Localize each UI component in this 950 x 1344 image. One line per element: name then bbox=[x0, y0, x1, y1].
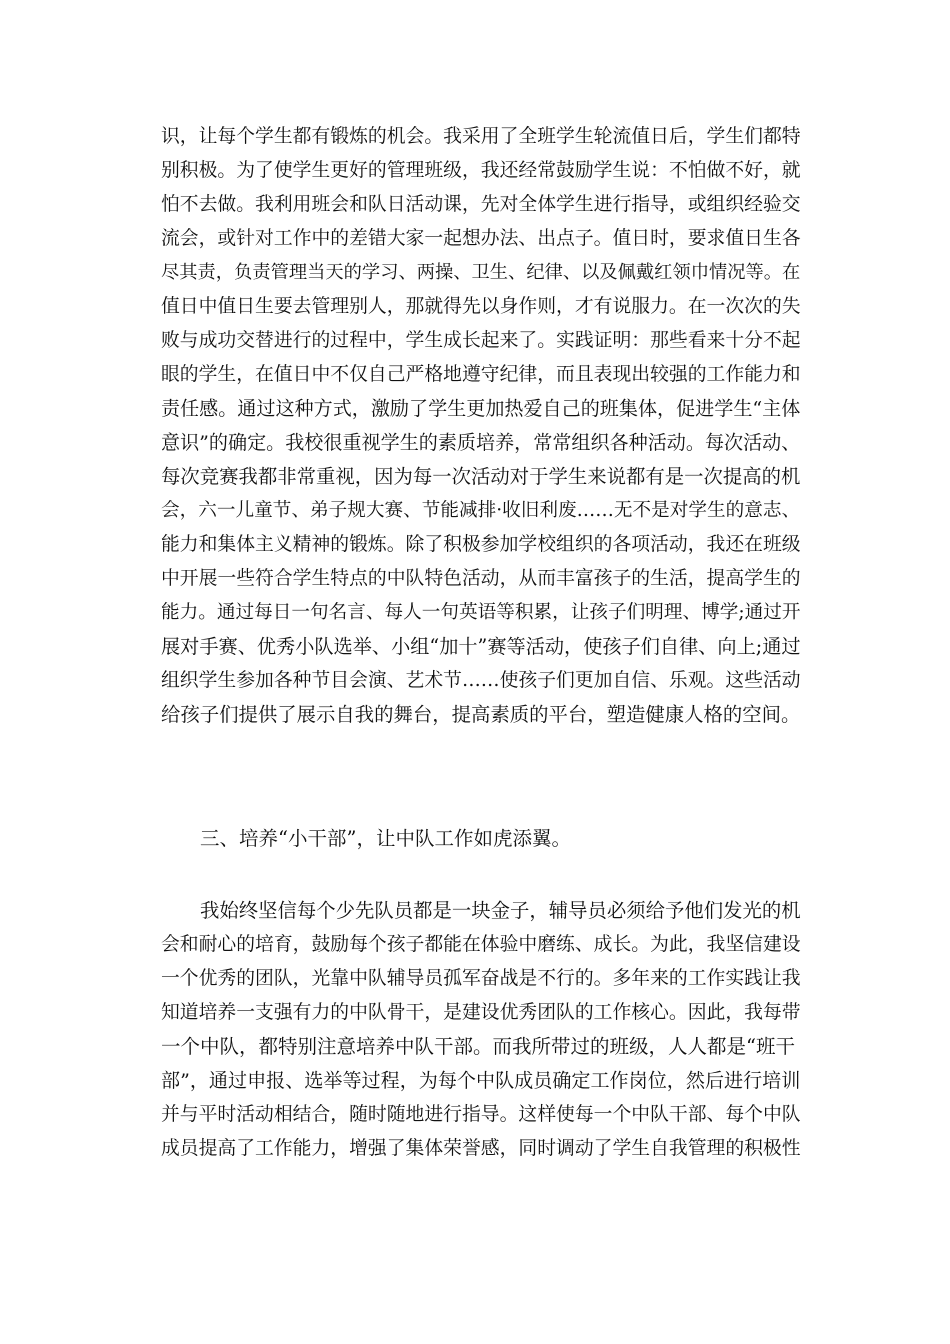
text-line: 一个中队，都特别注意培养中队干部。而我所带过的班级，人人都是“班干 bbox=[161, 1035, 795, 1058]
text-line: 给孩子们提供了展示自我的舞台，提高素质的平台，塑造健康人格的空间。 bbox=[161, 703, 801, 726]
section-heading bbox=[161, 822, 801, 856]
text-line: 一个优秀的团队，光靠中队辅导员孤军奋战是不行的。多年来的工作实践让我 bbox=[161, 968, 801, 989]
text-line: 责任感。通过这种方式，激励了学生更加热爱自己的班集体，促进学生“主体 bbox=[161, 397, 801, 420]
text-line: 展对手赛、优秀小队选举、小组“加十”赛等活动，使孩子们自律、向上;通过 bbox=[161, 635, 801, 658]
text-line: 能力。通过每日一句名言、每人一句英语等积累，让孩子们明理、博学;通过开 bbox=[161, 602, 801, 623]
paragraph-cadres bbox=[161, 894, 801, 1166]
text-line: 意识”的确定。我校很重视学生的素质培养，常常组织各种活动。每次活动、 bbox=[161, 431, 801, 454]
paragraph-activities bbox=[161, 120, 801, 732]
text-line: 会和耐心的培育，鼓励每个孩子都能在体验中磨练、成长。为此，我坚信建设 bbox=[161, 934, 801, 955]
text-line: 并与平时活动相结合，随时随地进行指导。这样使每一个中队干部、每个中队 bbox=[161, 1104, 801, 1125]
text-line: 尽其责，负责管理当天的学习、两操、卫生、纪律、以及佩戴红领巾情况等。在 bbox=[161, 262, 801, 283]
heading-text: 三、培养“小干部”，让中队工作如虎添翼。 bbox=[200, 827, 571, 850]
text-line: 会，六一儿童节、弟子规大赛、节能减排·收旧利废……无不是对学生的意志、 bbox=[161, 500, 801, 521]
text-line: 眼的学生，在值日中不仅自己严格地遵守纪律，而且表现出较强的工作能力和 bbox=[161, 364, 801, 385]
text-line: 我始终坚信每个少先队员都是一块金子，辅导员必须给予他们发光的机 bbox=[200, 899, 801, 922]
text-line: 识，让每个学生都有锻炼的机会。我采用了全班学生轮流值日后，学生们都特 bbox=[161, 126, 801, 147]
text-line: 部”，通过申报、选举等过程，为每个中队成员确定工作岗位，然后进行培训 bbox=[161, 1069, 801, 1092]
text-line: 值日中值日生要去管理别人，那就得先以身作则，才有说服力。在一次次的失 bbox=[161, 296, 801, 317]
text-line: 每次竞赛我都非常重视，因为每一次活动对于学生来说都有是一次提高的机 bbox=[161, 465, 801, 488]
text-line: 败与成功交替进行的过程中，学生成长起来了。实践证明：那些看来十分不起 bbox=[161, 330, 801, 351]
text-line: 成员提高了工作能力，增强了集体荣誉感，同时调动了学生自我管理的积极性 bbox=[161, 1138, 801, 1159]
text-line: 能力和集体主义精神的锻炼。除了积极参加学校组织的各项活动，我还在班级 bbox=[161, 534, 801, 555]
text-line: 中开展一些符合学生特点的中队特色活动，从而丰富孩子的生活，提高学生的 bbox=[161, 568, 801, 589]
text-line: 流会，或针对工作中的差错大家一起想办法、出点子。值日时，要求值日生各 bbox=[161, 228, 801, 249]
text-line: 组织学生参加各种节目会演、艺术节……使孩子们更加自信、乐观。这些活动 bbox=[161, 670, 801, 691]
text-line: 别积极。为了使学生更好的管理班级，我还经常鼓励学生说：不怕做不好，就 bbox=[161, 160, 801, 181]
text-line: 知道培养一支强有力的中队骨干，是建设优秀团队的工作核心。因此，我每带 bbox=[161, 1002, 801, 1023]
text-line: 怕不去做。我利用班会和队日活动课，先对全体学生进行指导，或组织经验交 bbox=[161, 194, 801, 215]
